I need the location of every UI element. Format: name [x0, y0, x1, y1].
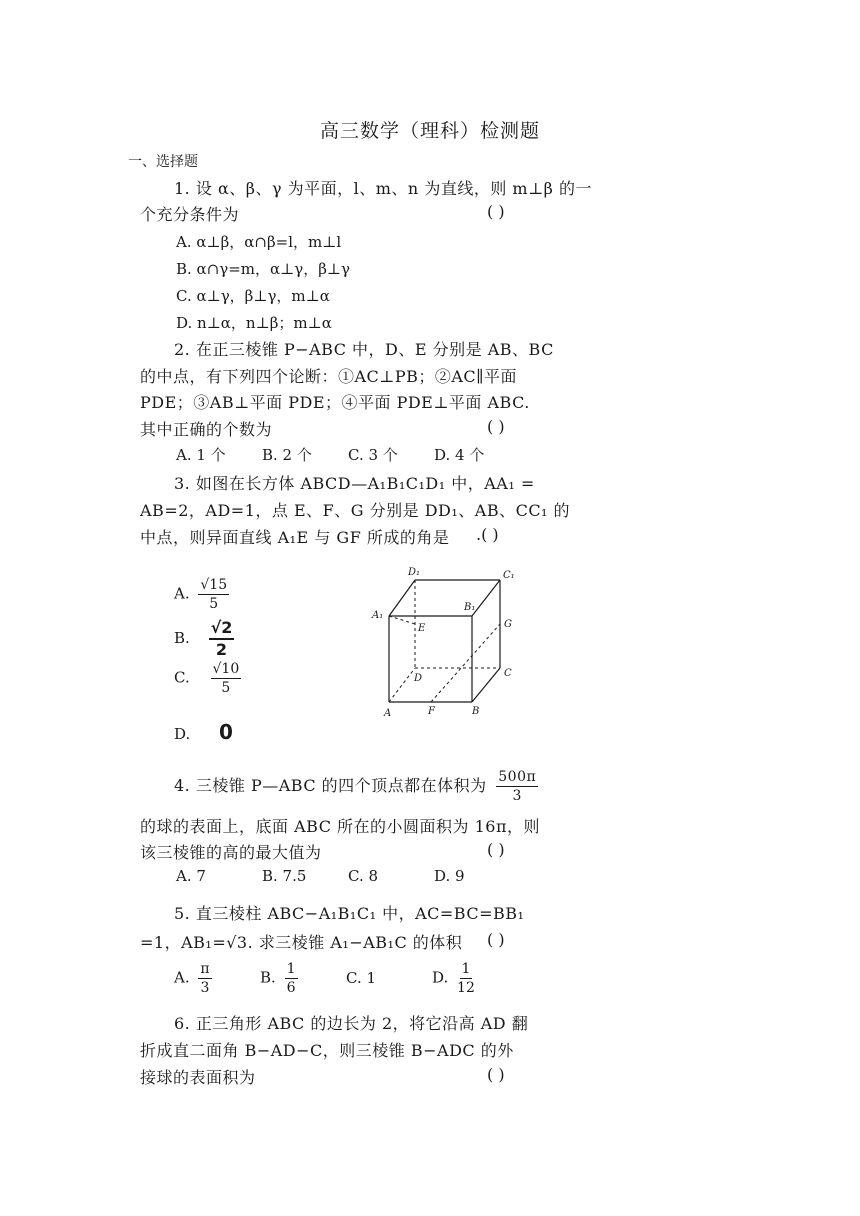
q5-option-a-denominator: 3 [200, 980, 210, 996]
q2-line-1: 2. 在正三棱锥 P−ABC 中，D、E 分别是 AB、BC [174, 340, 554, 359]
q5-option-a-numerator: π [200, 961, 210, 977]
q3-option-d [174, 720, 233, 744]
q4-fraction-denominator: 3 [512, 788, 522, 804]
q3-line-2: AB=2，AD=1，点 E、F、G 分别是 DD₁、AB、CC₁ 的 [140, 501, 571, 520]
q5-option-b-label: B. [260, 968, 276, 987]
q6-line-3: 接球的表面积为 [140, 1068, 256, 1087]
q4-sphere-volume-fraction [496, 770, 538, 803]
q4-option-b: B. 7.5 [262, 867, 307, 885]
q4-line-2: 的球的表面上，底面 ABC 所在的小圆面积为 16π，则 [140, 817, 540, 836]
q5-option-d-label: D. [432, 968, 449, 987]
q1-line-1: 1. 设 α、β、γ 为平面，l、m、n 为直线，则 m⊥β 的一 [174, 179, 592, 198]
edge-ad-hidden [389, 668, 415, 702]
segment-fg [431, 624, 500, 702]
label-a1: A₁ [372, 610, 384, 621]
q5-option-d-numerator: 1 [461, 961, 471, 977]
label-b1: B₁ [464, 602, 476, 613]
q5-option-d-denominator: 12 [457, 980, 475, 996]
label-b: B [472, 706, 480, 717]
q3-option-b-fraction-handwritten [209, 620, 235, 658]
q3-answer-blank: .( ) [476, 525, 499, 544]
label-d: D [414, 673, 423, 684]
q1-option-b: B. α∩γ=m，α⊥γ，β⊥γ [176, 260, 350, 278]
segment-a1e [389, 616, 415, 624]
q3-option-a [174, 578, 229, 611]
q4-line-1-text: 4. 三棱锥 P—ABC 的四个顶点都在体积为 [174, 776, 487, 795]
q2-answer-blank: ( ) [487, 417, 505, 436]
page-title: 高三数学（理科）检测题 [320, 120, 541, 142]
label-f: F [428, 706, 435, 717]
edge-a1d1 [389, 580, 415, 616]
q1-option-c: C. α⊥γ，β⊥γ，m⊥α [176, 287, 330, 305]
q6-line-1: 6. 正三角形 ABC 的边长为 2，将它沿高 AD 翻 [174, 1014, 529, 1033]
q6-answer-blank: ( ) [487, 1065, 505, 1084]
q5-line-2: =1，AB₁=√3. 求三棱锥 A₁−AB₁C 的体积 [140, 933, 463, 952]
q3-option-b [174, 620, 234, 658]
q3-option-a-denominator: 5 [209, 596, 219, 612]
q5-option-a-fraction [198, 962, 211, 995]
q5-option-b [260, 962, 298, 995]
q3-option-b-label: B. [174, 629, 190, 647]
q5-option-d-fraction [457, 962, 475, 995]
q5-option-a [174, 962, 212, 995]
q2-option-b: B. 2 个 [262, 446, 312, 464]
q3-option-c-numerator: √10 [212, 661, 240, 677]
label-c: C [504, 668, 512, 679]
q3-option-a-fraction [198, 578, 229, 611]
q1-line-2: 个充分条件为 [140, 205, 240, 224]
q1-option-d: D. n⊥α，n⊥β；m⊥α [176, 314, 332, 332]
q1-answer-blank: ( ) [487, 202, 505, 221]
q2-option-a: A. 1 个 [176, 446, 226, 464]
label-c1: C₁ [503, 570, 515, 581]
q3-option-c-denominator: 5 [221, 680, 231, 696]
q2-line-4: 其中正确的个数为 [140, 420, 273, 439]
q3-option-b-numerator: √2 [209, 620, 235, 640]
q5-answer-blank: ( ) [487, 930, 505, 949]
q4-option-d: D. 9 [434, 867, 465, 885]
q5-line-1: 5. 直三棱柱 ABC−A₁B₁C₁ 中，AC=BC=BB₁ [174, 904, 525, 923]
q3-option-d-label: D. [174, 725, 191, 743]
q5-option-b-fraction [285, 962, 298, 995]
label-e: E [418, 623, 426, 634]
q2-line-2: 的中点，有下列四个论断：①AC⊥PB；②AC∥平面 [140, 367, 518, 386]
q2-option-c: C. 3 个 [348, 446, 398, 464]
q5-option-b-denominator: 6 [286, 980, 296, 996]
q3-option-c [174, 662, 241, 695]
q2-option-d: D. 4 个 [434, 446, 485, 464]
q3-option-b-denominator: 2 [215, 640, 228, 659]
label-g: G [504, 619, 512, 630]
q4-option-a: A. 7 [176, 867, 206, 885]
q3-option-d-value-handwritten: 0 [219, 720, 233, 744]
q2-line-3: PDE；③AB⊥平面 PDE；④平面 PDE⊥平面 ABC. [140, 393, 530, 412]
q3-line-1: 3. 如图在长方体 ABCD—A₁B₁C₁D₁ 中，AA₁ = [174, 474, 535, 493]
q4-option-c: C. 8 [348, 867, 379, 885]
q4-line-3: 该三棱锥的高的最大值为 [140, 843, 322, 862]
edge-b1c1 [472, 580, 500, 616]
q3-line-3: 中点，则异面直线 A₁E 与 GF 所成的角是 [140, 528, 450, 547]
q3-option-a-numerator: √15 [200, 577, 228, 593]
q5-option-c: C. 1 [346, 969, 377, 987]
q5-option-a-label: A. [174, 968, 190, 987]
q4-answer-blank: ( ) [487, 840, 505, 859]
edge-bc [472, 668, 500, 702]
q4-fraction-numerator: 500π [498, 769, 537, 785]
q5-option-d [432, 962, 475, 995]
q3-option-a-label: A. [174, 584, 190, 603]
q5-option-b-numerator: 1 [286, 961, 296, 977]
q3-option-c-label: C. [174, 668, 190, 687]
cuboid-figure [360, 560, 540, 720]
q3-option-c-fraction [211, 662, 242, 695]
label-d1: D₁ [408, 567, 421, 578]
q6-line-2: 折成直二面角 B−AD−C，则三棱锥 B−ADC 的外 [140, 1041, 514, 1060]
section-heading: 一、选择题 [128, 154, 198, 170]
q4-line-1 [174, 770, 538, 803]
q1-option-a: A. α⊥β，α∩β=l，m⊥l [176, 233, 342, 251]
label-a: A [384, 708, 392, 719]
